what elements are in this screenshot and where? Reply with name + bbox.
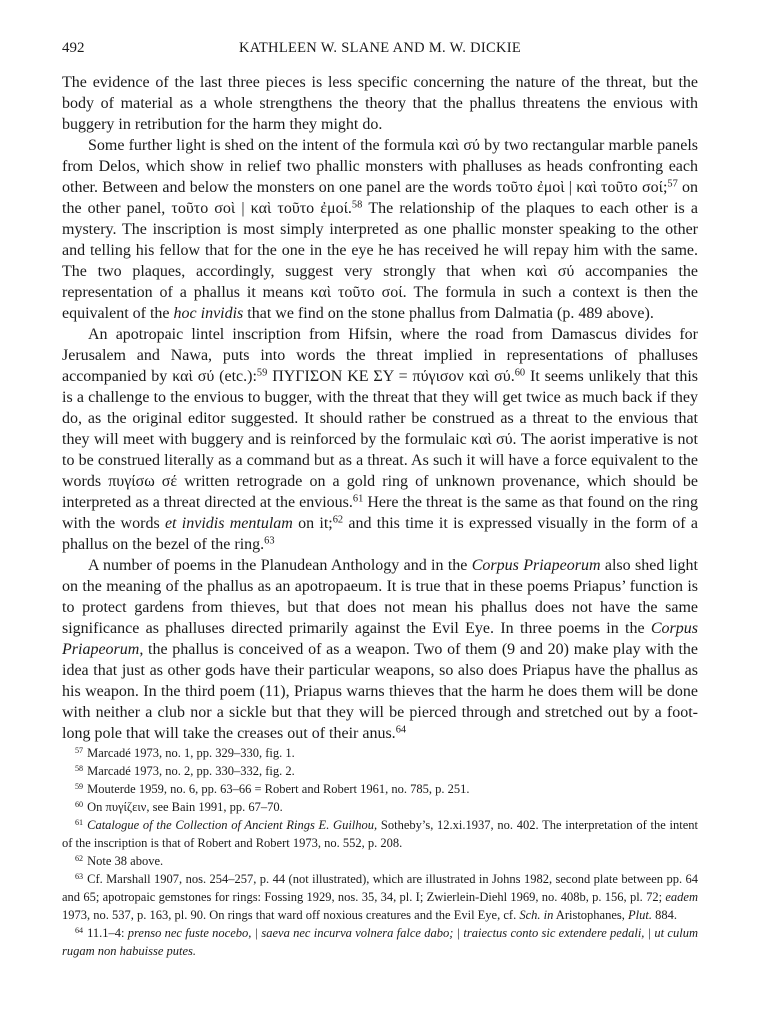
paragraph-3-text: Here the threat is the same as that found on the ring with the words (62, 494, 698, 532)
paragraph-2-text: The relationship of the plaques to each other is a mystery. The inscription is most simply interpreted as one phallic monster speaking to the other and telling his fellow that for the one in the eye he has received he will repay him with the same. The two plaques, accordingly, suggest very strongly that when καὶ σύ accompanies the representation of a phallus it means καὶ τοῦτο σοί. The formula in such a context is then the equivalent of the (62, 200, 699, 322)
footnote-60 (62, 798, 698, 816)
paragraph-4-text: also shed light on the meaning of the phallus as an apotropaeum. It is true that in these poems Priapus’ function is to protect gardens from thieves, but that does not mean his phallus does not have the same significance as phalluses directed primarily against the Evil Eye. In three poems in the (62, 557, 698, 637)
footnote-ref-63[interactable]: 63 (264, 535, 275, 547)
footnote-italic: prenso nec fuste nocebo, | saeva nec incurva volnera falce dabo; | traiectus conto sic extendere pedali, | ut culum rugam non habuisse putes. (62, 926, 698, 958)
footnote-text: Cf. Marshall 1907, nos. 254–257, p. 44 (not illustrated), which are illustrated in Johns 1982, second plate between pp. 64 and 65; apotropaic gemstones for rings: Fossing 1929, nos. 35, 34, pl. I; Zwierlein-Diehl 1969, no. 408b, p. 156, pl. 72; (62, 872, 698, 904)
footnotes (62, 744, 698, 960)
footnote-text: 884. (651, 908, 677, 922)
footnote-text: Marcadé 1973, no. 2, pp. 330–332, fig. 2. (87, 764, 295, 778)
footnote-number: 64 (75, 925, 84, 935)
footnote-ref-58[interactable]: 58 (351, 199, 363, 211)
footnote-text: Sotheby’s, 12.xi.1937, no. 402. The interpretation of the intent of the inscription is that of Robert and Robert 1973, no. 552, p. 208. (62, 818, 698, 850)
footnote-text: Aristophanes, (553, 908, 629, 922)
footnote-number: 57 (75, 745, 84, 755)
paragraph-3-text: ΠΥΓΙΣΟΝ ΚΕ ΣΥ = πύγισον καὶ σύ. (267, 368, 515, 385)
paragraph-2-text: on the other panel, τοῦτο σοὶ | καὶ τοῦτο ἐμοί. (62, 179, 699, 217)
footnote-number: 60 (75, 799, 84, 809)
paragraph-2-text: that we find on the stone phallus from Dalmatia (p. 489 above). (243, 305, 654, 322)
paragraph-3-text: and this time it is expressed visually in the form of a phallus on the bezel of the ring. (62, 515, 698, 553)
footnote-57 (62, 744, 698, 762)
footnote-ref-59[interactable]: 59 (256, 367, 268, 379)
footnote-text: Mouterde 1959, no. 6, pp. 63–66 = Robert and Robert 1961, no. 785, p. 251. (87, 782, 470, 796)
paragraph-2 (62, 135, 698, 324)
footnote-number: 58 (75, 763, 84, 773)
paragraph-3-text: It seems unlikely that this is a challenge to the envious to bugger, with the threat that they will get twice as much back if they do, as the original editor suggested. It should rather be construed as a threat to the envious that they will meet with buggery and is reinforced by the formulaic καὶ σύ. The aorist imperative is not to be construed literally as a command but as a threat. As such it will have a force equivalent to the words πυγίσω σέ written retrograde on a gold ring of unknown provenance, which should be interpreted as a threat directed at the envious. (62, 368, 699, 511)
footnote-ref-60[interactable]: 60 (514, 367, 526, 379)
main-text (62, 72, 698, 744)
footnote-58 (62, 762, 698, 780)
footnote-63 (62, 870, 698, 924)
italic-title: Corpus Priapeorum, (62, 620, 698, 658)
footnote-ref-64[interactable]: 64 (395, 724, 407, 736)
footnote-italic: Plut. (628, 908, 652, 922)
paragraph-4 (62, 555, 698, 744)
footnote-64 (62, 924, 698, 960)
footnote-italic: eadem (665, 890, 698, 904)
paragraph-1 (62, 72, 698, 135)
italic-phrase: et invidis mentulam (164, 515, 293, 532)
footnote-italic: Catalogue of the Collection of Ancient Rings E. Guilhou, (87, 818, 378, 832)
footnote-text: 11.1–4: (87, 926, 128, 940)
paragraph-3 (62, 324, 698, 555)
footnote-italic: Sch. in (519, 908, 554, 922)
footnote-ref-57[interactable]: 57 (667, 178, 678, 190)
page-header (62, 40, 698, 62)
footnote-number: 59 (75, 781, 84, 791)
footnote-number: 62 (75, 853, 84, 863)
running-head: KATHLEEN W. SLANE AND M. W. DICKIE (238, 40, 522, 56)
paragraph-4-text: the phallus is conceived of as a weapon. Two of them (9 and 20) make play with the idea that just as other gods have their particular weapons, so also does Priapus have the phallus as his weapon. In the third poem (11), Priapus warns thieves that the harm he does them will be done with neither a club nor a sickle but that they will be pierced through and stretched out by a foot-long pole that will take the creases out of their anus. (62, 641, 698, 742)
footnote-62 (62, 852, 698, 870)
footnote-ref-62[interactable]: 62 (332, 514, 344, 526)
page-number: 492 (62, 40, 85, 56)
footnote-text: Marcadé 1973, no. 1, pp. 329–330, fig. 1. (87, 746, 295, 760)
paragraph-1-text: The evidence of the last three pieces is less specific concerning the nature of the threat, but the body of material as a whole strengthens the theory that the phallus threatens the envious with buggery in retribution for the harm they might do. (62, 74, 698, 133)
paragraph-2-text: Some further light is shed on the intent of the formula καὶ σύ by two rectangular marble panels from Delos, which show in relief two phallic monsters with phalluses as heads confronting each other. Between and below the monsters on one panel are the words τοῦτο ἐμοὶ | καὶ τοῦτο σοί; (62, 137, 698, 196)
paragraph-3-text: An apotropaic lintel inscription from Hifsin, where the road from Damascus divides for Jerusalem and Nawa, puts into words the threat implied in representations of phalluses accompanied by καὶ σύ (etc.): (62, 326, 698, 385)
italic-phrase: hoc invidis (173, 305, 244, 322)
footnote-61 (62, 816, 698, 852)
footnote-text: On πυγίζειν, see Bain 1991, pp. 67–70. (87, 800, 283, 814)
footnote-ref-61[interactable]: 61 (352, 493, 364, 505)
footnote-text: 1973, no. 537, p. 163, pl. 90. On rings that ward off noxious creatures and the Evil Eye, cf. (62, 908, 520, 922)
footnote-number: 61 (75, 817, 84, 827)
paragraph-3-text: on it; (292, 515, 333, 532)
italic-title: Corpus Priapeorum (471, 557, 601, 574)
footnote-number: 63 (75, 871, 84, 881)
footnote-59 (62, 780, 698, 798)
paragraph-4-text: A number of poems in the Planudean Anthology and in the (88, 557, 472, 574)
footnote-text: Note 38 above. (87, 854, 164, 868)
